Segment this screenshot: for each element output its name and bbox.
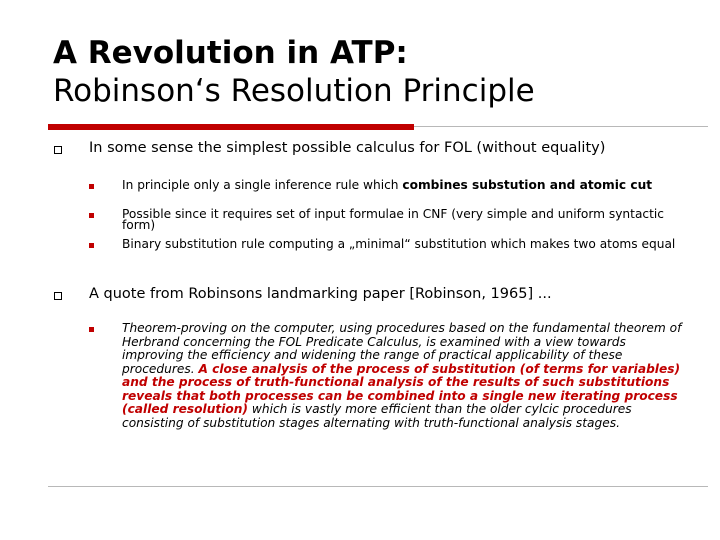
- square-bullet-icon: [89, 184, 94, 189]
- hollow-square-bullet-icon: [54, 146, 62, 154]
- square-bullet-icon: [89, 213, 94, 218]
- quote-part-2: which is vastly more efficient than the older cylcic procedures consisting of substitution stages alternating with truth-functional analysis stages.: [122, 402, 632, 430]
- bullet-1-text: In some sense the simplest possible calculus for FOL (without equality): [89, 140, 606, 156]
- square-bullet-icon: [89, 243, 94, 248]
- sub-bullet-1-text: In principle only a single inference rule which: [122, 178, 403, 192]
- hollow-square-bullet-icon: [54, 292, 62, 300]
- sub-bullet-1-strong: combines substution and atomic cut: [402, 178, 653, 192]
- sub-bullet-1: [122, 180, 682, 191]
- title-accent-bar: [48, 124, 414, 130]
- quote-highlight: A close analysis of the process of substitution (of terms for variables) and the process of truth-functional analysis of the results of such substitutions reveals that both processes can be combined into a single new iterating process (called resolution): [122, 361, 681, 416]
- slide-title: [53, 34, 535, 110]
- bullet-2-text: A quote from Robinsons landmarking paper [Robinson, 1965] ...: [89, 286, 552, 302]
- square-bullet-icon: [89, 327, 94, 332]
- title-line-1: A Revolution in ATP:: [53, 35, 408, 71]
- quote-part-1: Theorem-proving on the computer, using procedures based on the fundamental theorem of Herbrand concerning the FOL Predicate Calculus, is examined with a view towards improving the efficiency and widening the range of practical applicability of these procedures.: [122, 321, 682, 376]
- sub-bullet-3-text: Binary substitution rule computing a „minimal“ substitution which makes two atoms equal: [122, 237, 676, 251]
- robinson-quote: [122, 322, 682, 430]
- title-line-2: Robinson‘s Resolution Principle: [53, 73, 535, 109]
- footer-divider: [48, 486, 708, 487]
- sub-bullet-2-text: Possible since it requires set of input formulae in CNF (very simple and uniform syntactic form): [122, 207, 664, 232]
